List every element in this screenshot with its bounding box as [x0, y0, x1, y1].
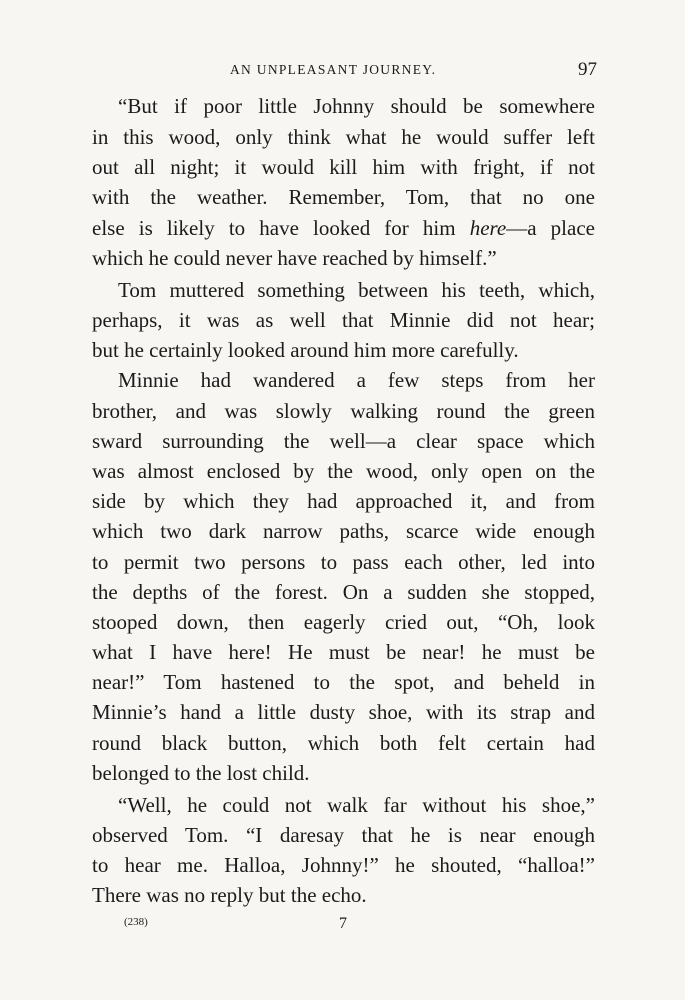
signature-mark: 7 — [339, 915, 347, 932]
text-line: stooped down, then eagerly cried out, “Oh, look — [92, 610, 595, 634]
text-line: round black button, which both felt certain had — [92, 731, 595, 755]
text-line: perhaps, it was as well that Minnie did not hear; — [92, 308, 595, 332]
text-line: what I have here! He must be near! he must be — [92, 640, 595, 664]
text-line: “But if poor little Johnny should be somewhere — [118, 94, 595, 118]
running-title: AN UNPLEASANT JOURNEY. — [230, 62, 437, 77]
text-line: brother, and was slowly walking round the green — [92, 399, 595, 423]
text-line: in this wood, only think what he would suffer left — [92, 125, 595, 149]
text-line: side by which they had approached it, and from — [92, 489, 595, 513]
text-line: sward surrounding the well—a clear space which — [92, 429, 595, 453]
text-line: near!” Tom hastened to the spot, and beheld in — [92, 670, 595, 694]
text-line: out all night; it would kill him with fright, if not — [92, 155, 595, 179]
running-head — [92, 59, 599, 82]
text-line: observed Tom. “I daresay that he is near enough — [92, 823, 595, 847]
text-line: with the weather. Remember, Tom, that no one — [92, 185, 595, 209]
text-line: There was no reply but the echo. — [92, 883, 367, 907]
text-line: but he certainly looked around him more carefully. — [92, 338, 519, 362]
text-line: was almost enclosed by the wood, only open on the — [92, 459, 595, 483]
text-line: Tom muttered something between his teeth, which, — [118, 278, 595, 302]
printer-signature: (238) — [124, 916, 148, 928]
text-line: to hear me. Halloa, Johnny!” he shouted, “halloa!” — [92, 853, 595, 877]
text-line: Minnie’s hand a little dusty shoe, with its strap and — [92, 700, 595, 724]
text-line: else is likely to have looked for him here—a place — [92, 216, 595, 240]
text-line: “Well, he could not walk far without his shoe,” — [118, 793, 595, 817]
text-line: the depths of the forest. On a sudden she stopped, — [92, 580, 595, 604]
text-line: which two dark narrow paths, scarce wide enough — [92, 519, 595, 543]
text-line: belonged to the lost child. — [92, 761, 310, 785]
text-line: which he could never have reached by himself.” — [92, 246, 497, 270]
text-line: to permit two persons to pass each other, led into — [92, 550, 595, 574]
text-line: Minnie had wandered a few steps from her — [118, 368, 595, 392]
page-number: 97 — [578, 59, 597, 80]
